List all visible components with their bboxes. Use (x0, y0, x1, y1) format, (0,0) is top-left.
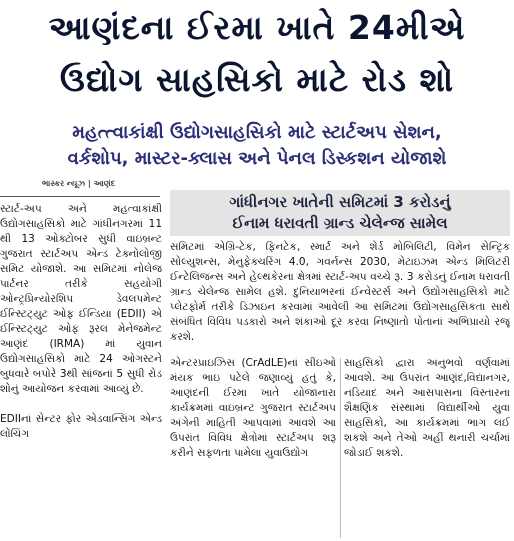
middle-column: એન્ટરપ્રાઇઝિસ (CrAdLE)નાં સીઇઓ મંયક ભાઇ પટેલે જણાવ્યું હતું કે, આણંદની ઈરમા ખાતે યોજાનારા કાર્યક્રમમાં વાઇબ્રન્ટ ગુજરાત સ્ટાર્ટઅપ અંગેની માહિતી આપવામાં આવશે આ ઉપરાંત વિવિધ ક્ષેત્રોમાં સ્ટાર્ટઅપ શરૂ કરીને સફળતા પામેલા યુવાઉદ્યોગ (170, 357, 336, 459)
byline-divider (0, 196, 160, 197)
subheadline-line-2: વર્કશોપ, માસ્ટર-ક્લાસ અને પેનલ ડિસ્કશન યોજાશે (67, 148, 447, 169)
highlight-box-line-1: ગાંધીનગર ખાતેની સમિટમાં 3 કરોડનું (229, 193, 451, 211)
headline-line-2: ઉદ્યોગ સાહસિકો માટે રોડ શો (59, 60, 455, 99)
column-divider (340, 358, 341, 538)
highlight-box (170, 190, 510, 236)
highlight-box-line-2: ઈનામ ધરાવતી ગ્રાન્ડ ચેલેન્જ સામેલ (232, 214, 448, 232)
right-column: સાહસિકો દ્વારા અનુભવો વર્ણવામાં આવશે. આ ઉપરાંત આણંદ,વિદ્યાનગર, નડિયાદ અને આસપાસના વિસ્તારના શૈક્ષણિક સંસ્થામાં વિદ્યાર્થીઓ યુવા સાહસિકો, આ કાર્યક્રમમાં ભાગ લઈ શકશે અને તેઓ અહીં થનારી ચર્ચામાં જોડાઈ શકશે. (344, 357, 510, 459)
left-column (0, 202, 162, 541)
left-column-paragraph-2: EDIIનાં સેન્ટર ફોર એડવાન્સિંગ એન્ડ લોંચિંગ (0, 413, 162, 440)
headline-line-1: આણંદના ઈરમા ખાતે 24મીએ (48, 8, 466, 47)
subheadline-line-1: મહત્ત્વાકાંક્ષી ઉદ્યોગસાહસિકો માટે સ્ટાર્ટઅપ સેશન, (72, 122, 442, 143)
byline: ભાસ્કર ન્યૂઝ | આણંદ (42, 179, 116, 188)
left-column-paragraph-1: સ્ટાર્ટ-અપ અને મહત્વાકાંક્ષી ઉદ્યોગસાહસિકો માટે ગાંધીનગરમાં 11 થી 13 ઓક્ટોબર સુધી વાઇબ્રન્ટ ગુજરાત સ્ટાર્ટઅપ એન્ડ ટેક્નોલોજી સમિટ યોજાશે. આ સમિટમાં નોલેજ પાર્ટનર તરીકે સહયોગી ઓન્ટ્રપ્રિન્યોરશિપ ડેવલપમેન્ટ ઈન્સ્ટિટ્યુટ ઓફ ઈન્ડિયા (EDII) એ ઈન્સ્ટિટ્યુટ ઓફ રૂરલ મેનેજમેન્ટ આણંદ (IRMA) માં યુવાન ઉદ્યોગસાહસિકો માટે 24 ઓગસ્ટને બુધવારે બપોરે 3થી સાંજનાં 5 સુધી રોડ શોનું આયોજન કરવામાં આવ્યું છે. (0, 203, 162, 395)
wide-paragraph: સમિટમાં એગ્રિ-ટેક, ફિનટેક, સ્માર્ટ અને શેર્ડ મોબિલિટી, વિમેન સેન્ટ્રિક સોલ્યુશન્સ, મેનુફેક્ચરિંગ 4.0, ગવર્નન્સ 2030, મેટાઇઝમ એન્ડ મિલિટરી ઈન્ટેલિજન્સ અને હેલ્થકેરના ક્ષેત્રમાં સ્ટાર્ટ-અપ વચ્ચે રૂ. 3 કરોડનું ઈનામ ધરાવતી ગ્રાન્ડ ચેલેન્જ સામેલ હશે. દુનિયાભરનાં ઈન્વેસ્ટર્સ અને ઉદ્યોગસાહસિકો માટે પ્લેટફોર્મ તરીકે ડિઝાઇન કરવામાં આવેલી આ સમિટમાં ઉદ્યોગસાહસિકતા સાથે સંબંધિત વિવિધ પડકારો અને શંકાઓ દૂર કરવા નિષ્ણાતો પોતાનાં અભિપ્રાયો રજૂ કરશે. (170, 241, 510, 343)
